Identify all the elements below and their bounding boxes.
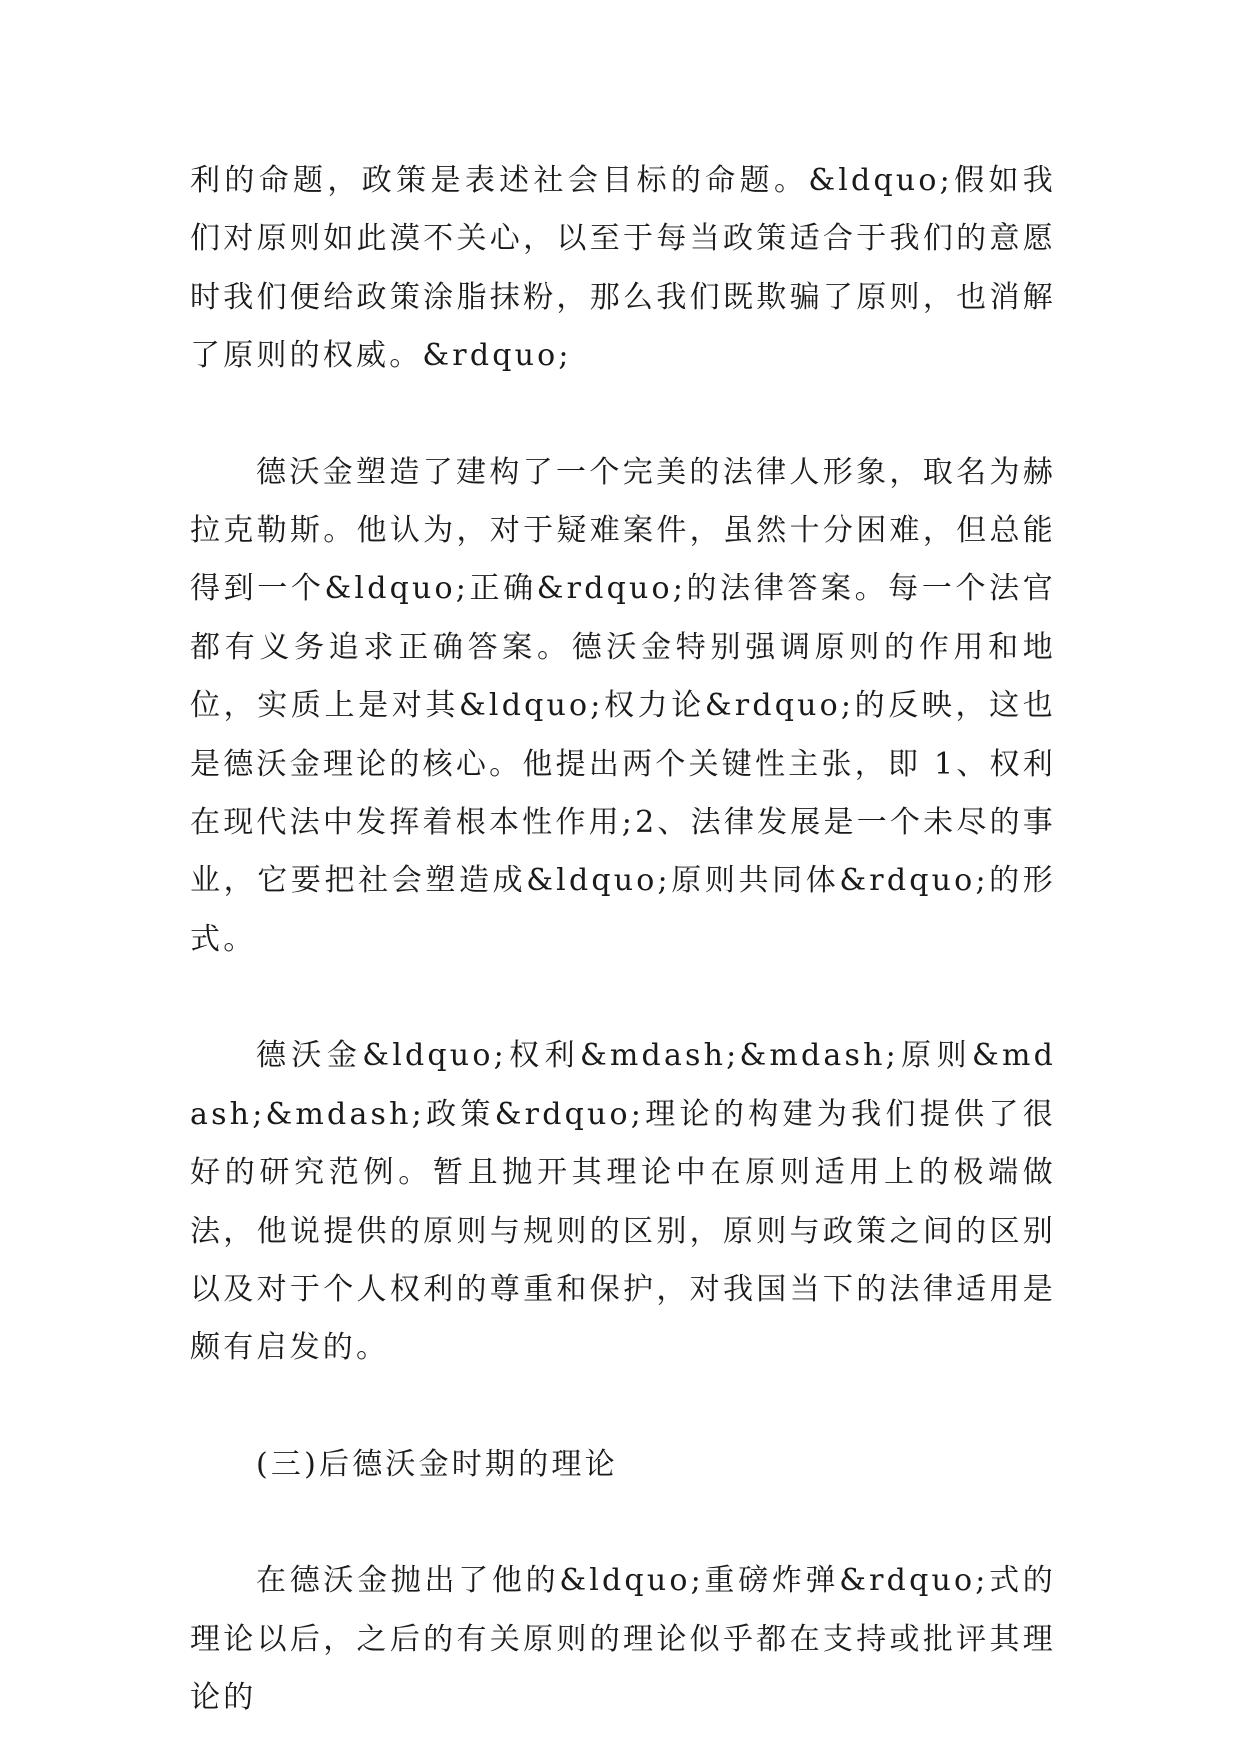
paragraph-spacer [190,1494,1056,1552]
paragraph-theory-model: 德沃金&ldquo;权利&mdash;&mdash;原则&mdash;&mdash;政策&rdquo;理论的构建为我们提供了很好的研究范例。暂且抛开其理论中在原则适用上的极端做法，他说提供的原则与规则的区别，原则与政策之间的区别以及对于个人权利的尊重和保护，对我国当下的法律适用是颇有启发的。 [190,1038,1056,1366]
paragraph-post-dworkin: 在德沃金抛出了他的&ldquo;重磅炸弹&rdquo;式的理论以后，之后的有关原则的理论似乎都在支持或批评其理论的 [190,1563,1056,1715]
paragraph-spacer [190,969,1056,1027]
section-heading: (三)后德沃金时期的理论 [256,1446,618,1482]
paragraph-spacer [190,1378,1056,1436]
paragraph-spacer [190,386,1056,444]
document-body [190,152,1056,1727]
paragraph-hercules: 德沃金塑造了建构了一个完美的法律人形象，取名为赫拉克勒斯。他认为，对于疑难案件，虽然十分困难，但总能得到一个&ldquo;正确&rdquo;的法律答案。每一个法官都有义务追求正确答案。德沃金特别强调原则的作用和地位，实质上是对其&ldquo;权力论&rdquo;的反映，这也是德沃金理论的核心。他提出两个关键性主张，即 1、权利在现代法中发挥着根本性作用;2、法律发展是一个未尽的事业，它要把社会塑造成&ldquo;原则共同体&rdquo;的形式。 [190,454,1056,957]
paragraph-continuation: 利的命题，政策是表述社会目标的命题。&ldquo;假如我们对原则如此漠不关心，以至于每当政策适合于我们的意愿时我们便给政策涂脂抹粉，那么我们既欺骗了原则，也消解了原则的权威。&rdquo; [190,163,1056,374]
